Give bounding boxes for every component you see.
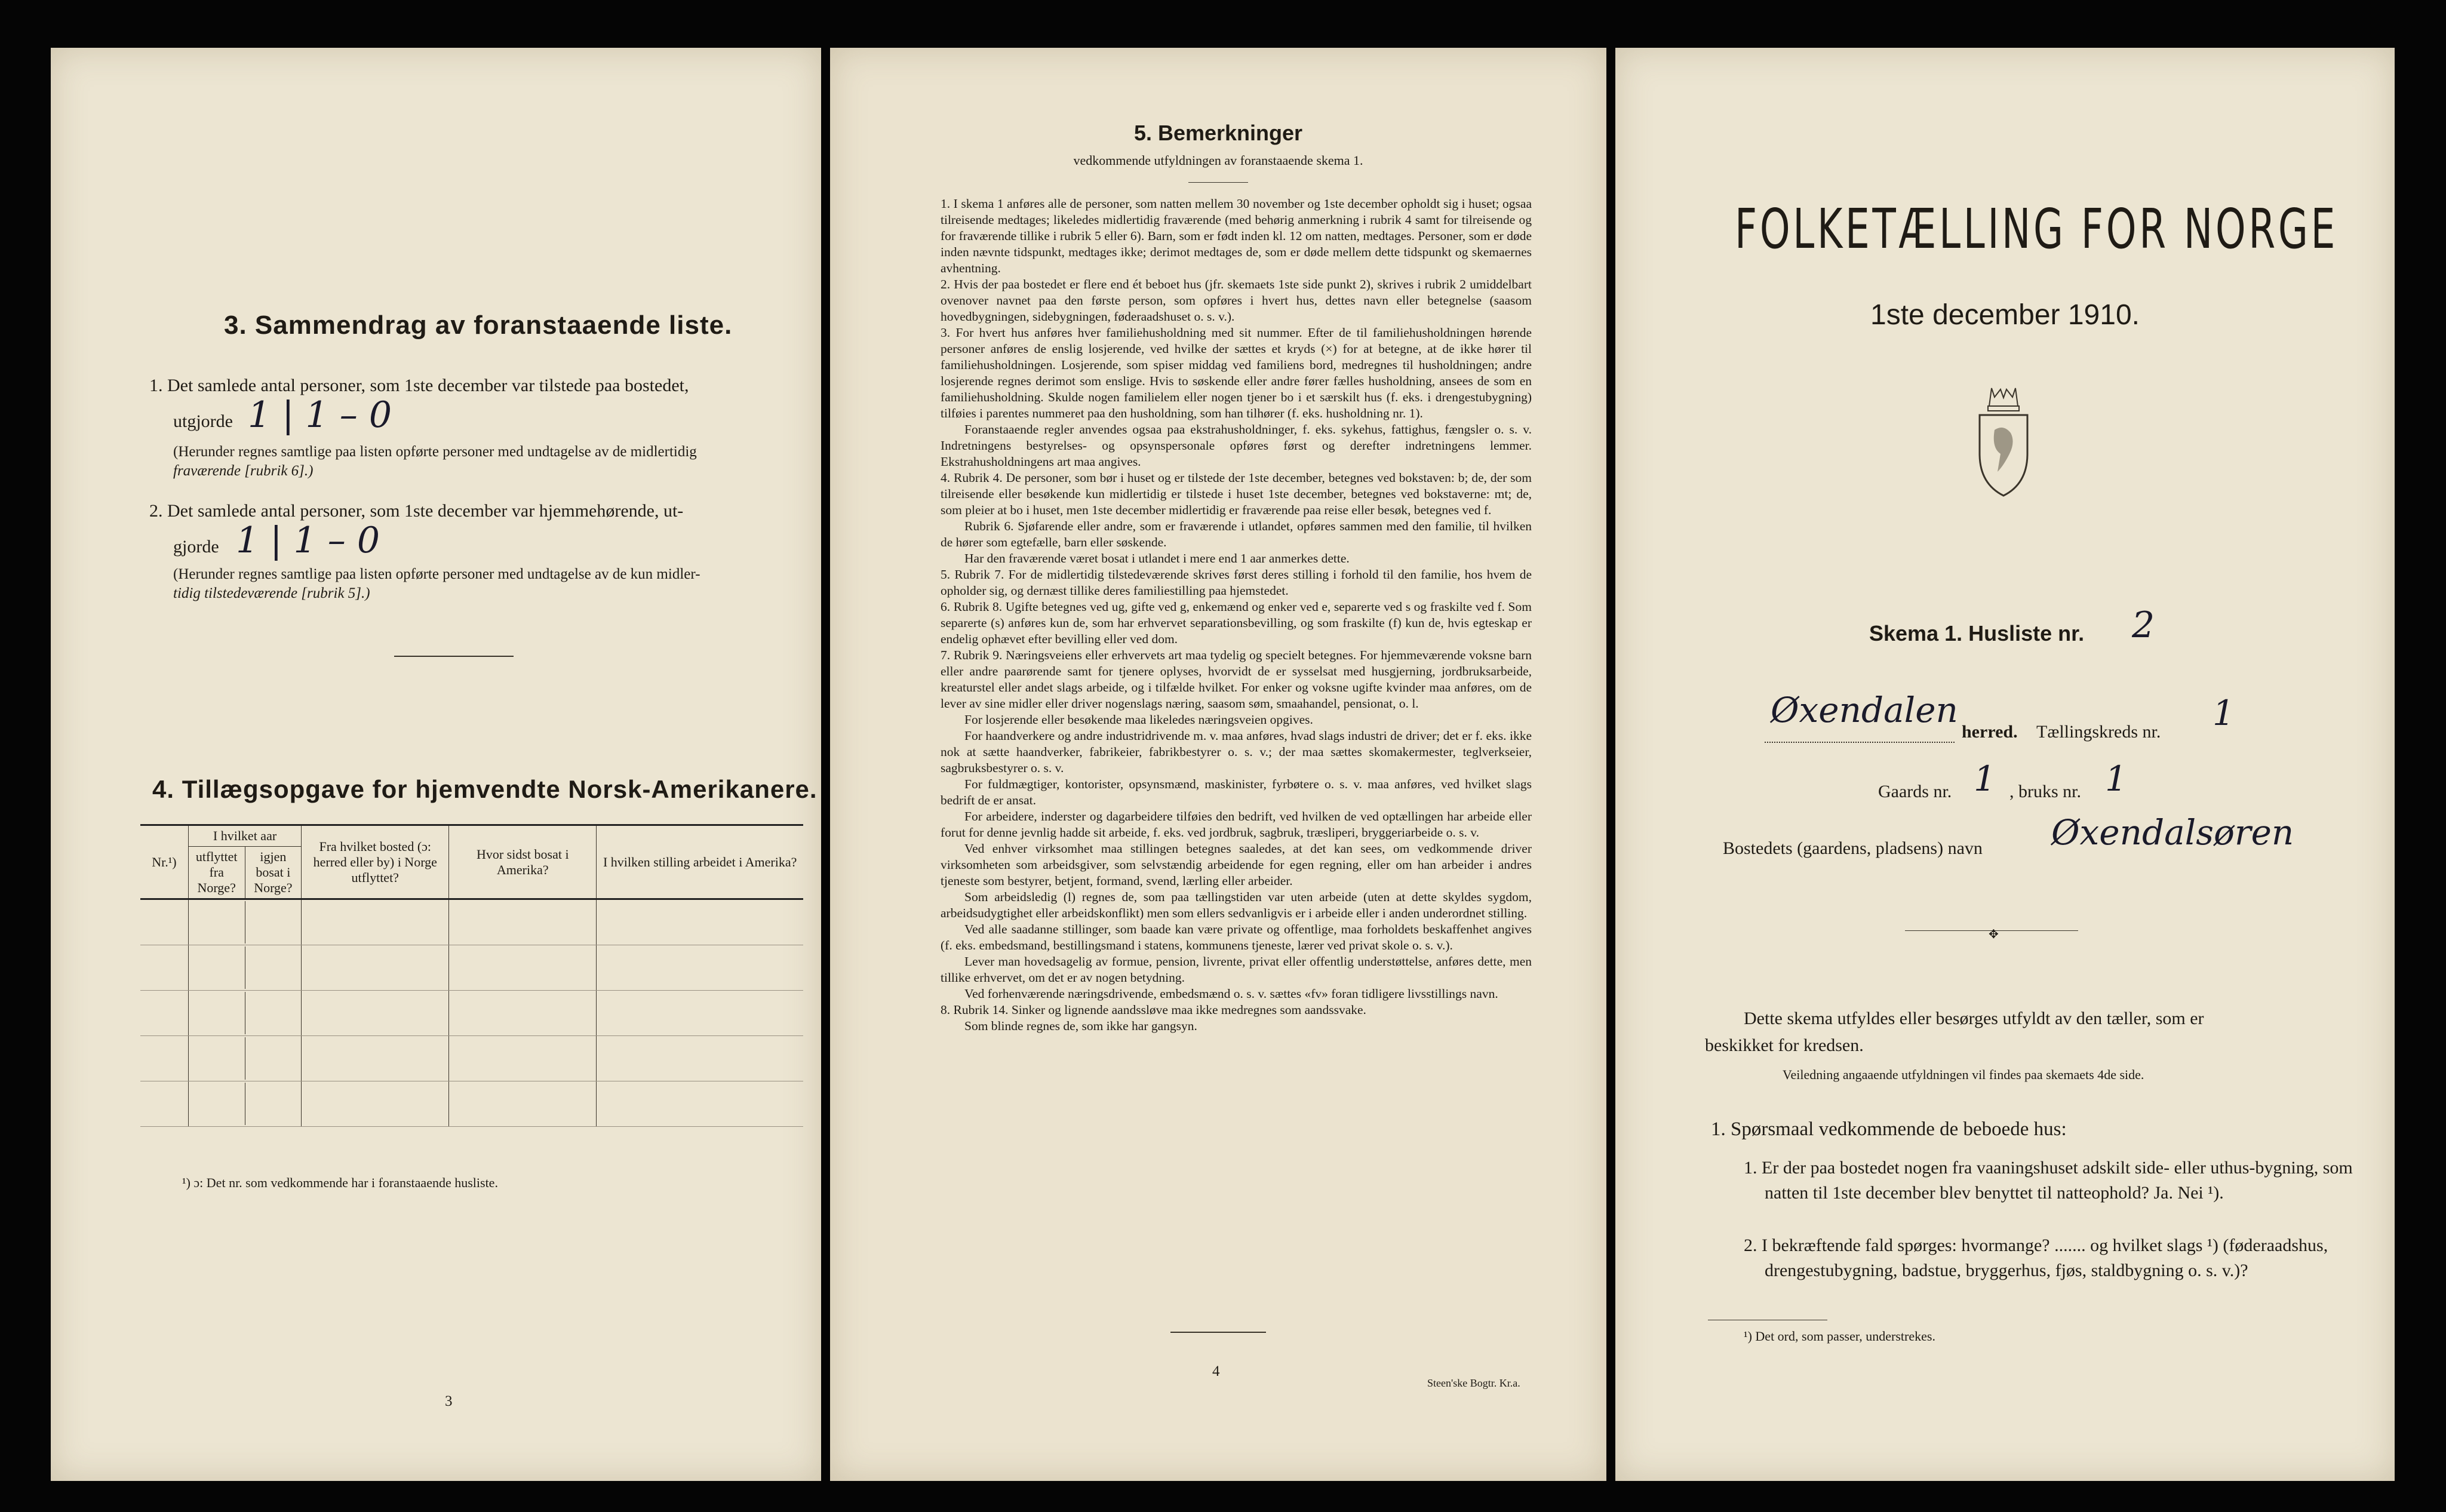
remark-1: 1. I skema 1 anføres alle de personer, som natten mellem 30 november og 1ste december opholdt sig i huset; ogsaa tilreisende medtages; likeledes midlertidig fraværende (med behørig anmerkning i rubrik 4 samt for tilreisende og for fraværende tillike i rubrik 5 eller 6). Barn, som er født inden kl. 12 om natten, medtages. Personer, som er døde inden nævnte tidspunkt, medtages ikke; derimot medtages de, som er døde mellem dette tidspunkt og skemaernes avhentning. — [941, 196, 1532, 275]
table-row — [140, 991, 803, 1036]
middle-page — [830, 48, 1606, 1481]
question-heading: 1. Spørsmaal vedkommende de beboede hus: — [1711, 1118, 2067, 1140]
page-number-4: 4 — [1212, 1363, 1220, 1379]
remark-7: 7. Rubrik 9. Næringsveiens eller erhvervets art maa tydelig og specielt betegnes. For hjemmeværende voksne barn eller andre paarørende samt for tjenere oplyses, hvorvidt de er sysselsat med husgjerning, jordbruksarbeide, kreaturstel eller andet slags arbeide, og i tilfælde hvilket. For enker og voksne ugifte kvinder maa anføres, om de lever av sine midler eller driver nogenslags næring, saasom søm, smaahandel, pensionat, o. l. — [941, 648, 1532, 711]
table-row — [140, 1081, 803, 1127]
remark-3b: Foranstaaende regler anvendes ogsaa paa ekstrahusholdninger, f. eks. sykehus, fattighus, fængsler o. s. v. Indretningens bestyrelses- og opsynspersonale opføres først og derefter indretningens lemmer. Ekstrahusholdningens art maa angives. — [941, 422, 1532, 469]
divider — [394, 656, 514, 657]
remark-7i: Lever man hovedsagelig av formue, pension, livrente, privat eller offentlig understøttelse, anføres dette, men tillike erhvervet, om det er av nogen betydning. — [941, 954, 1532, 985]
remark-7f: Ved enhver virksomhet maa stillingen betegnes saaledes, at det kan sees, om vedkommende driver virksomheten som arbeidsgiver, som selvstændig arbeidende for egen regning, eller om han arbeider i andres tjeneste som bestyrer, betjent, formand, svend, lærling eller arbeider. — [941, 841, 1532, 888]
remark-3: 3. For hvert hus anføres hver familiehusholdning med sit nummer. Efter de til familiehusholdningen hørende personer anføres de enslig losjerende, ved hvilke der sættes et kryds (×) for at betegne, at de ikke hører til familiehusholdningen. Losjerende, som spiser middag ved familiens bord, medregnes til husholdningen; andre losjerende regnes derimot som enslige. Hvis to søskende eller andre fører fælles husholdning, ansees de som en familiehusholdning. Skulde nogen familielem eller nogen tjener bo i et særskilt hus (f. eks. i drengestubygning) tilføies i parentes nummeret paa den husholdning, som han tilhører (f. eks. husholdning nr. 1). — [941, 325, 1532, 420]
s3-item2-label: gjorde — [173, 537, 219, 557]
table-footnote: ¹) ɔ: Det nr. som vedkommende har i foranstaaende husliste. — [182, 1175, 498, 1190]
gaards-handwritten: 1 — [1974, 758, 1996, 799]
census-date: 1ste december 1910. — [1870, 299, 2140, 331]
s3-item2-handwritten: 1 | 1 – 0 — [236, 520, 380, 561]
skema-label: Skema 1. Husliste nr. — [1869, 621, 2085, 646]
s3-item1-note1: (Herunder regnes samtlige paa listen opførte personer med undtagelse av de midlertidig — [173, 444, 697, 460]
s3-item1-text: 1. Det samlede antal personer, som 1ste december var tilstede paa bostedet, — [149, 376, 689, 395]
remark-8b: Som blinde regnes de, som ikke har gangsyn. — [964, 1019, 1197, 1033]
table-row — [140, 899, 803, 945]
col-utflyttet: utflyttet fra Norge? — [195, 849, 238, 895]
remark-7c: For haandverkere og andre industridrivende m. v. maa anføres, hvad slags industri de driver; det er f. eks. ikke nok at sætte haandverker, fabrikeier, fabrikbestyrer o. s. v.; der maa sættes skomakermester, teglverkseier, sagbruksbestyrer o. s. v. — [941, 729, 1532, 775]
col-igjen-bosat: igjen bosat i Norge? — [245, 847, 302, 898]
question-2: 2. I bekræftende fald spørges: hvormange? ....... og hvilket slags ¹) (føderaadshus, drengestubygning, badstue, bryggerhus, fjøs, staldbygning o. s. v.)? — [1744, 1236, 2328, 1280]
remark-8: 8. Rubrik 14. Sinker og lignende aandssløve maa ikke medregnes som aandssvake. — [941, 1003, 1366, 1017]
divider — [1188, 182, 1248, 183]
ornament: ✥ — [1989, 928, 1999, 941]
col-fra-bosted: Fra hvilket bosted (ɔ: herred eller by) i Norge utflyttet? — [302, 825, 449, 899]
table-row — [140, 1036, 803, 1081]
right-page — [1615, 48, 2395, 1481]
col-group-year — [188, 825, 301, 899]
col-nr: Nr.¹) — [140, 825, 188, 899]
remark-5: 5. Rubrik 7. For de midlertidig tilstedeværende skrives først deres stilling i forhold til den familie, hos hvem de opholder sig, og dernæst tillike deres familiestilling paa hjemstedet. — [941, 567, 1532, 598]
census-title: FOLKETÆLLING FOR NORGE — [1735, 197, 2339, 261]
remark-2: 2. Hvis der paa bostedet er flere end ét beboet hus (jfr. skemaets 1ste side punkt 2), skrives i rubrik 2 umiddelbart ovenover navnet paa den første person, som opføres i hvert hus, dettes navn eller betegnelse (saasom hovedbygningen, sidebygningen, føderaadshuset o. s. v.). — [941, 277, 1532, 324]
s3-item1-handwritten: 1 | 1 – 0 — [248, 394, 392, 436]
bosted-label: Bostedets (gaardens, pladsens) navn — [1723, 838, 1983, 858]
norsk-amerikaner-table — [140, 824, 803, 1127]
remark-7j: Ved forhenværende næringsdrivende, embedsmænd o. s. v. sættes «fv» foran tidligere livsstillings navn. — [964, 987, 1498, 1001]
remark-4c: Har den fraværende været bosat i utlandet i mere end 1 aar anmerkes dette. — [964, 551, 1350, 566]
herred-label: herred. — [1962, 722, 2018, 742]
s3-item1-note2: fraværende [rubrik 6].) — [173, 463, 314, 479]
left-page — [51, 48, 821, 1481]
herred-line — [1765, 742, 1955, 743]
remark-6: 6. Rubrik 8. Ugifte betegnes ved ug, gifte ved g, enkemænd og enker ved e, separerte ved s og fraskilte ved f. Som separerte (s) anføres kun de, som har erhvervet separationsbevilling, og som fraskilte (f) kun de, hvis egteskap er endelig ophævet efter bevilling eller ved dom. — [941, 600, 1532, 646]
s3-item2-text: 2. Det samlede antal personer, som 1ste december var hjemmehørende, ut- — [149, 501, 684, 521]
s3-item2-note2: tidig tilstedeværende [rubrik 5].) — [173, 585, 370, 601]
remark-7h: Ved alle saadanne stillinger, som baade kan være private og offentlige, maa forholdets beskaffenhet angives (f. eks. embedsmand, bestillingsmand i statens, kommunens tjeneste, lærer ved privat skole o. s. v.). — [941, 922, 1532, 952]
question-1: 1. Er der paa bostedet nogen fra vaaningshuset adskilt side- eller uthus-bygning, som natten til 1ste december blev benyttet til natteophold? Ja. Nei ¹). — [1744, 1158, 2353, 1203]
intro-line2: beskikket for kredsen. — [1705, 1035, 1864, 1055]
divider — [1170, 1332, 1266, 1333]
col-sidst-bosat: Hvor sidst bosat i Amerika? — [449, 825, 597, 899]
table-row — [140, 945, 803, 991]
kreds-handwritten: 1 — [2213, 693, 2235, 733]
s3-item2-note1: (Herunder regnes samtlige paa listen opførte personer med undtagelse av de kun midler- — [173, 566, 700, 582]
norway-coat-of-arms-icon — [1968, 382, 2039, 502]
right-footnote: ¹) Det ord, som passer, understrekes. — [1744, 1329, 1935, 1344]
herred-handwritten: Øxendalen — [1771, 690, 1958, 730]
bosted-handwritten: Øxendalsøren — [2051, 812, 2294, 853]
remark-7b: For losjerende eller besøkende maa likeledes næringsveien opgives. — [964, 712, 1313, 727]
remark-4: 4. Rubrik 4. De personer, som bør i huset og er tilstede der 1ste december, betegnes ved bokstaven: b; de, der som tilreisende eller besøkende kun midlertidig er tilstede i huset 1ste december, betegnes ved bokstaverne: mt; de, som pleier at bo i huset, men 1ste december midlertidig er fraværende paa reise eller besøk, betegnes ved f. — [941, 471, 1532, 517]
bruks-label: , bruks nr. — [2009, 782, 2081, 801]
section3-title: 3. Sammendrag av foranstaaende liste. — [224, 311, 733, 340]
printer-imprint: Steen'ske Bogtr. Kr.a. — [1427, 1377, 1520, 1389]
remarks-title: 5. Bemerkninger — [1133, 121, 1303, 145]
s3-item1-label: utgjorde — [173, 411, 233, 431]
gaards-label: Gaards nr. — [1878, 782, 1952, 801]
bruks-handwritten: 1 — [2105, 758, 2127, 799]
page-number-3: 3 — [445, 1393, 453, 1409]
remark-7d: For fuldmægtiger, kontorister, opsynsmænd, maskinister, fyrbøtere o. s. v. maa anføres, ved hvilket slags bedrift de er ansat. — [941, 777, 1532, 807]
col-group-label: I hvilket aar — [189, 826, 301, 847]
husliste-nr-handwritten: 2 — [2132, 604, 2155, 646]
remark-7e: For arbeidere, inderster og dagarbeidere tilføies den bedrift, ved hvilken de ved optællingen har arbeide eller forut for denne jevnlig hadde sit arbeide, f. eks. ved jordbruk, sagbruk, træsliperi, bryggeriarbeide o. s. v. — [941, 809, 1532, 840]
col-stilling: I hvilken stilling arbeidet i Amerika? — [597, 825, 803, 899]
remarks-list — [941, 196, 1532, 1034]
kreds-label: Tællingskreds nr. — [2036, 722, 2161, 742]
remark-4b: Rubrik 6. Sjøfarende eller andre, som er fraværende i utlandet, opføres sammen med den familie, til hvilken de hører som egtefælle, barn eller søskende. — [941, 519, 1532, 549]
remarks-subtitle: vedkommende utfyldningen av foranstaaende skema 1. — [1073, 153, 1363, 168]
remark-7g: Som arbeidsledig (l) regnes de, som paa tællingstiden var uten arbeide (uten at dette skyldes sygdom, arbeidsudygtighet eller arbeidskonflikt) men som ellers sedvanligvis er i arbeide eller i anden underordnet stilling. — [941, 890, 1532, 920]
intro-note: Veiledning angaaende utfyldningen vil findes paa skemaets 4de side. — [1783, 1067, 2144, 1082]
section4-title: 4. Tillægsopgave for hjemvendte Norsk-Amerikanere. — [152, 775, 818, 803]
intro-line1: Dette skema utfyldes eller besørges utfyldt av den tæller, som er — [1744, 1009, 2204, 1028]
